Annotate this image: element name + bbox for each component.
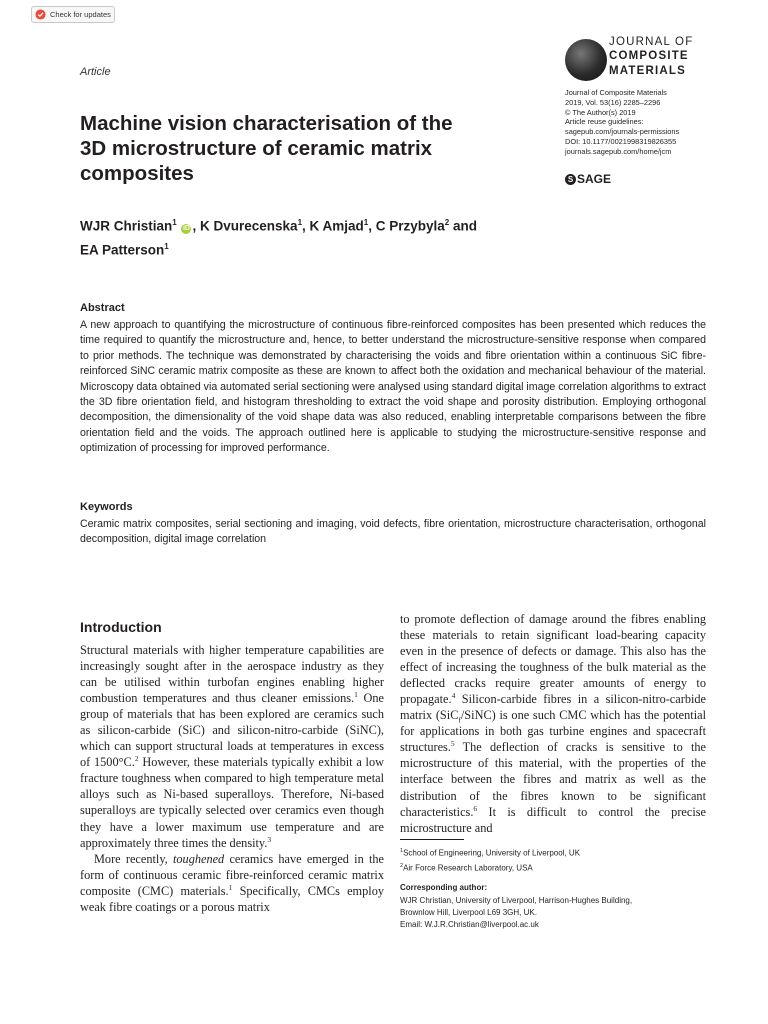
author-name[interactable]: EA Patterson [80, 242, 165, 257]
sage-logo [565, 172, 611, 186]
body-text: More recently, [94, 851, 173, 866]
body-text: One group of materials that has been explored are ceramics such as silicon-carbide (SiC) and silicon-nitro-carbide (SiNC), which can support structural loads at temperatures in excess of 1500°C. [80, 691, 384, 770]
journal-volume: 2019, Vol. 53(16) 2285–2296 [565, 97, 661, 107]
journal-name-line-3: MATERIALS [609, 65, 687, 77]
article-type: Article [80, 66, 111, 78]
affiliation-mark: 1 [400, 848, 404, 854]
body-text: ceramics have emerged in the form of continuous ceramic fibre-reinforced ceramic matrix composite (CMC) materials. [80, 851, 384, 898]
citation-ref[interactable]: 3 [267, 834, 272, 844]
author-affiliation-mark: 2 [444, 218, 450, 227]
body-text: It is difficult to control the precise microstructure and [400, 804, 706, 835]
author-name[interactable]: WJR Christian [80, 218, 173, 234]
journal-homepage-link[interactable]: journals.sagepub.com/home/jcm [565, 146, 672, 156]
affiliation-text: Air Force Research Laboratory, USA [403, 863, 533, 873]
citation-ref[interactable]: 4 [451, 691, 456, 701]
subscript: f [458, 715, 461, 725]
author-affiliation-mark: 1 [172, 218, 177, 227]
journal-info [565, 88, 760, 157]
abstract-heading: Abstract [80, 302, 125, 314]
affiliation [400, 845, 706, 860]
corresponding-email-link[interactable]: Email: W.J.R.Christian@liverpool.ac.uk [400, 920, 539, 929]
orcid-icon[interactable]: iD [182, 224, 190, 232]
corresponding-author-details [400, 895, 706, 931]
abstract-text: A new approach to quantifying the microstructure of continuous fibre-reinforced composites has been presented which reduces the time required to quantify the microstructure and, hence, to better understand the microstructure-sensitive response when compared to prior methods. The technique was demonstrated by characterising the voids and fibre orientation within a continuous SiC fibre-reinforced SiNC ceramic matrix composite as these are known to affect both the oxidation and mechanical behaviour of the material. Microscopy data obtained via automated serial sectioning were analysed using standard digital image correlation algorithms to extract the 3D fibre orientation field, and histogram thresholding to extract the void shape and porosity distribution. Employing orthogonal decomposition, the dimensionality of the void shape data was also reduced, enabling interpretable comparisons between the fibre orientation field and the voids. The approach outlined here is applicable to studying the microstructure-sensitive response and optimization of processing for improved performance. [80, 319, 706, 455]
body-text: Silicon-carbide fibres in a silicon-nitro-carbide matrix (SiC [400, 692, 706, 723]
article-title: Machine vision characterisation of the 3D microstructure of ceramic matrix composites [80, 112, 453, 185]
author-list [80, 213, 550, 260]
body-paragraph [80, 642, 384, 851]
doi-link[interactable]: DOI: 10.1177/0021998319826355 [565, 136, 677, 146]
author-affiliation-mark: 1 [297, 218, 303, 227]
corresponding-address-line: WJR Christian, University of Liverpool, Harrison-Hughes Building, [400, 896, 633, 905]
citation-ref[interactable]: 5 [450, 739, 455, 749]
journal-name-line-1: JOURNAL OF [609, 36, 694, 48]
journal-logo-mark-icon [565, 39, 607, 81]
permissions-link[interactable]: sagepub.com/journals-permissions [565, 127, 680, 137]
body-column-right [400, 611, 706, 836]
emphasis-text: toughened [172, 851, 225, 866]
author-name[interactable]: C Przybyla [375, 218, 445, 234]
author-name[interactable]: K Dvurecenska [200, 218, 298, 234]
body-text: The deflection of cracks is sensitive to the microstructure of this material, with the properties of the interface between the fibres and matrix as well as the distribution of the fibres known to be significant characteristics. [400, 740, 706, 819]
body-text: However, these materials typically exhibit a low fracture toughness when compared to high temperature metal alloys such as Ni-based superalloys. Therefore, Ni-based superalloys are typically selected over ceramics even though they have a lower maximum use temperature and are approximately three times the density. [80, 755, 385, 850]
author-separator: and [449, 218, 478, 234]
copyright: © The Author(s) 2019 [565, 107, 636, 117]
citation-ref[interactable]: 2 [134, 754, 139, 764]
author-separator: , [192, 218, 200, 234]
body-column-left [80, 642, 384, 915]
body-paragraph [80, 851, 384, 915]
introduction-heading: Introduction [80, 619, 162, 635]
sage-mark-icon: S [565, 174, 576, 185]
check-for-updates-label: Check for updates [50, 10, 111, 19]
affiliations [400, 845, 706, 874]
author-separator: , [368, 218, 376, 234]
author-affiliation-mark: 1 [164, 241, 169, 251]
affiliation-text: School of Engineering, University of Liverpool, UK [403, 848, 581, 858]
update-badge-icon [35, 9, 46, 20]
affiliation-mark: 2 [400, 862, 404, 869]
citation-ref[interactable]: 1 [228, 882, 233, 892]
sage-wordmark: SAGE [577, 172, 612, 186]
check-for-updates-button[interactable] [31, 6, 115, 23]
author-name[interactable]: K Amjad [309, 218, 364, 234]
journal-name-line-2: COMPOSITE [609, 50, 689, 62]
keywords-heading: Keywords [80, 501, 133, 513]
citation-ref[interactable]: 1 [354, 690, 358, 700]
corresponding-address-line: Brownlow Hill, Liverpool L69 3GH, UK. [400, 908, 537, 917]
footnote-divider [400, 839, 464, 840]
body-text: to promote deflection of damage around the fibres enabling these materials to retain significant load-bearing capacity even in the presence of defects or damage. This also has the effect of increasing the toughness of the bulk material as the deflected cracks require greater amounts of energy to propagate. [400, 612, 706, 707]
body-paragraph [400, 611, 706, 836]
author-separator: , [302, 218, 310, 234]
journal-logo [565, 36, 735, 86]
journal-citation-name: Journal of Composite Materials [565, 88, 667, 97]
corresponding-author-heading: Corresponding author: [400, 883, 488, 892]
keywords-text: Ceramic matrix composites, serial sectioning and imaging, void defects, fibre orientation, microstructure characterisation, orthogonal decomposition, digital image correlation [80, 518, 706, 546]
body-text: /SiNC) is one such CMC which has the potential for applications in both gas turbine engines and spacecraft structures. [400, 708, 706, 755]
citation-ref[interactable]: 6 [473, 803, 478, 813]
author-affiliation-mark: 1 [363, 218, 369, 227]
body-text: Structural materials with higher temperature capabilities are increasingly sought after in the aerospace industry as they can be utilised within turbofan engines enabling higher combustion temperatures and thus cleaner emissions. [80, 643, 384, 706]
reuse-guidelines-label: Article reuse guidelines: [565, 117, 644, 127]
affiliation [400, 860, 706, 875]
body-text: Specifically, CMCs employ weak fibre coatings or a porous matrix [80, 883, 384, 914]
